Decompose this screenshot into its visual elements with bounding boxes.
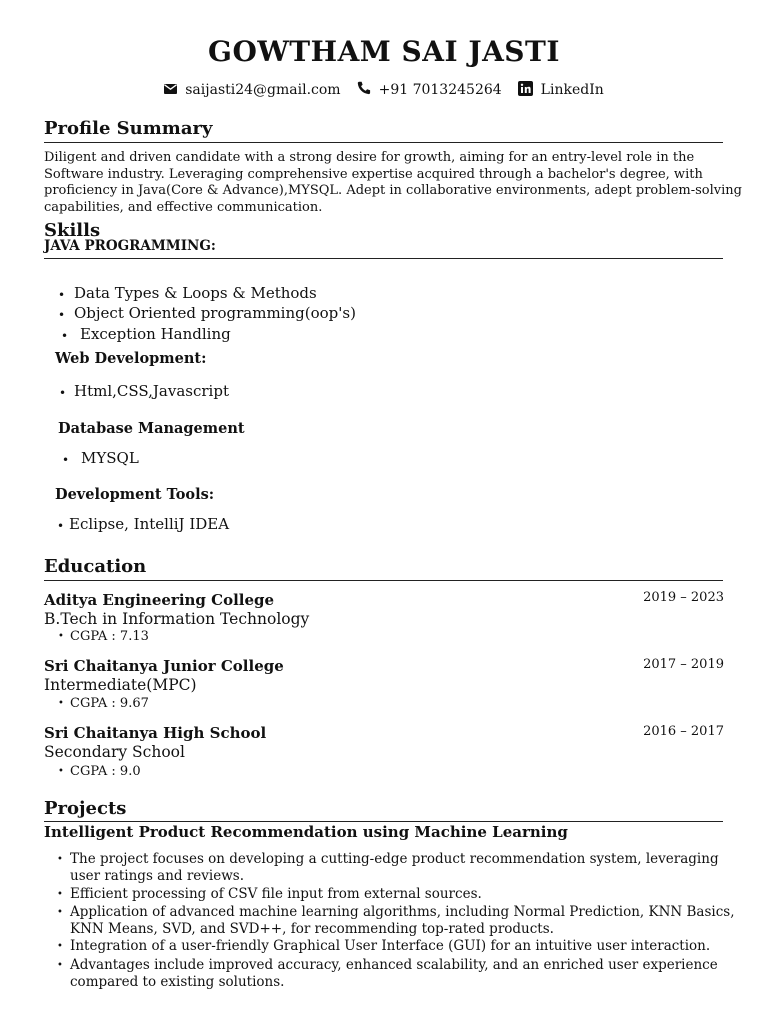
section-title-projects: Projects [44,798,127,819]
project-bullet: Advantages include improved accuracy, enhanced scalability, and an enriched user experience compared to existing solutions. [70,957,718,990]
phone-icon [357,81,379,99]
education-dates: 2019 – 2023 [643,590,724,605]
project-bullet: Application of advanced machine learning algorithms, including Normal Prediction, KNN Basics, KNN Means, SVD, and SVD++, for recommending top-rated products. [70,904,735,937]
email-text: saijasti24@gmail.com [185,82,341,98]
education-cgpa: CGPA : 9.0 [70,764,141,779]
education-school: Sri Chaitanya Junior College [44,657,284,675]
education-cgpa: CGPA : 9.67 [70,696,149,711]
education-cgpa: CGPA : 7.13 [70,629,149,644]
education-degree: Intermediate(MPC) [44,676,197,694]
bullet: • [57,960,63,971]
contact-email[interactable] [164,82,340,98]
skill-item: Html,CSS,Javascript [74,382,229,400]
bullet: • [58,308,66,322]
project-title: Intelligent Product Recommendation using Machine Learning [44,823,568,841]
skill-heading-db: Database Management [58,420,245,437]
candidate-name: GOWTHAM SAI JASTI [208,35,560,68]
envelope-icon [164,82,185,98]
section-divider [44,580,723,581]
bullet: • [61,329,69,343]
project-bullet: Efficient processing of CSV file input from external sources. [70,886,482,902]
section-divider [44,258,723,259]
profile-summary-text: Diligent and driven candidate with a strong desire for growth, aiming for an entry-level role in the Software industry. Leveraging comprehensive expertise acquired through a bachelor's degree, with proficiency in Java(Core & Advance),MYSQL. Adept in collaborative environments, adept problem-solving capabilities, and effective communication. [44,150,742,216]
bullet: • [58,766,64,777]
section-title-education: Education [44,556,147,577]
bullet: • [57,889,63,900]
contact-phone[interactable] [357,81,502,99]
section-divider [44,821,723,822]
skill-heading-web: Web Development: [55,350,207,367]
linkedin-text: LinkedIn [540,82,604,98]
bullet: • [57,519,65,533]
bullet: • [58,288,66,302]
skill-item: Object Oriented programming(oop's) [74,304,356,322]
bullet: • [57,907,63,918]
skill-item: Eclipse, IntelliJ IDEA [69,515,230,533]
bullet: • [59,386,67,400]
bullet: • [57,941,63,952]
contact-bar [0,80,768,100]
education-school: Aditya Engineering College [44,591,275,609]
phone-text: +91 7013245264 [378,82,502,98]
bullet: • [57,854,63,865]
education-dates: 2016 – 2017 [643,724,724,739]
section-divider [44,142,723,143]
education-dates: 2017 – 2019 [643,657,724,672]
linkedin-icon [518,81,541,100]
skill-item: MYSQL [81,449,139,467]
education-degree: Secondary School [44,743,185,761]
project-bullet: Integration of a user-friendly Graphical User Interface (GUI) for an intuitive user interaction. [70,938,711,954]
skill-item: Data Types & Loops & Methods [74,284,317,302]
contact-linkedin[interactable] [518,81,604,100]
skill-heading-java: JAVA PROGRAMMING: [44,238,216,254]
project-bullet: The project focuses on developing a cutting-edge product recommendation system, leveraging user ratings and reviews. [70,851,719,884]
section-title-profile: Profile Summary [44,118,213,139]
section-title-skills: Skills [44,220,101,241]
bullet: • [58,631,64,642]
education-degree: B.Tech in Information Technology [44,610,310,628]
bullet: • [62,453,70,467]
skill-item: Exception Handling [80,325,231,343]
bullet: • [58,698,64,709]
skill-heading-tools: Development Tools: [55,486,215,503]
education-school: Sri Chaitanya High School [44,724,267,742]
